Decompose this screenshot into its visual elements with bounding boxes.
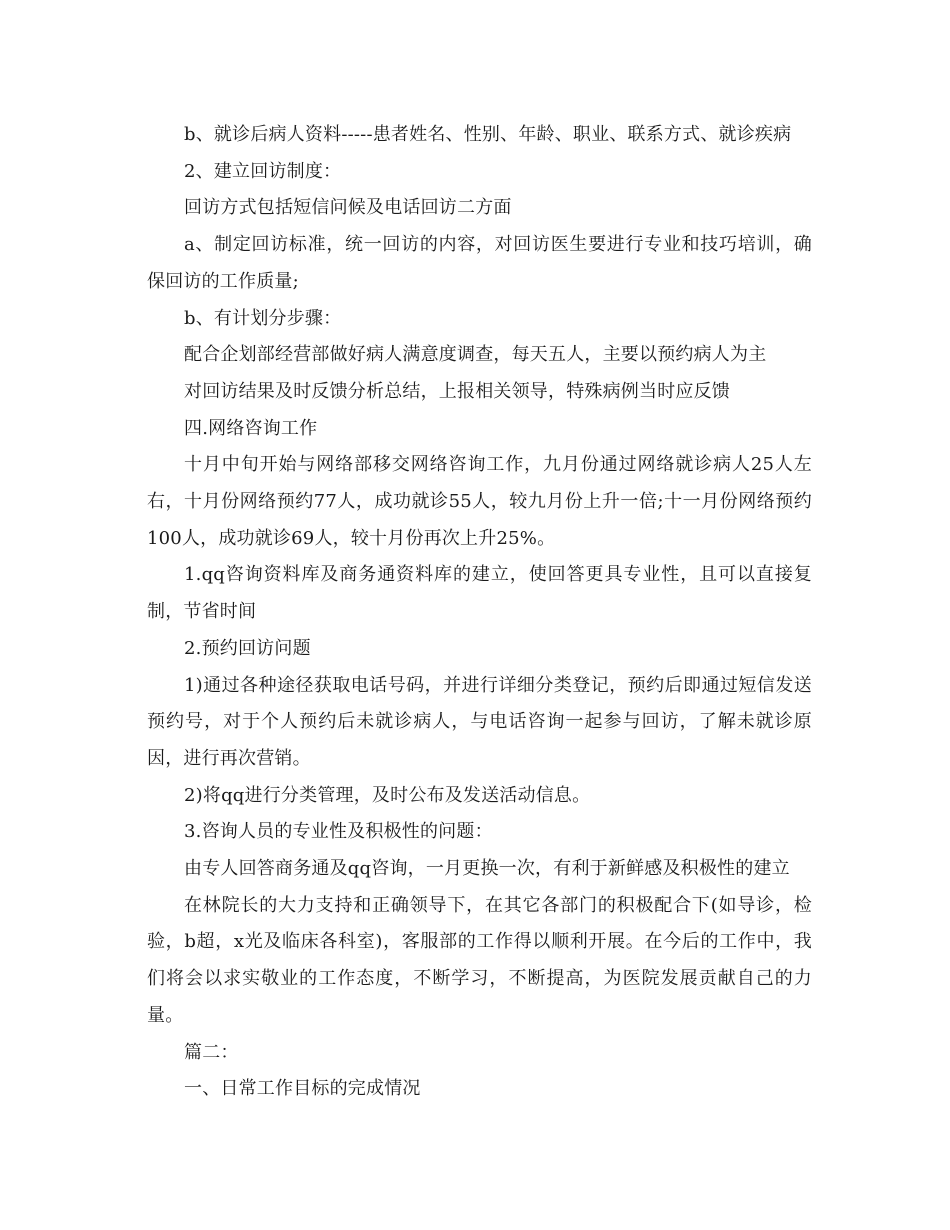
paragraph: 2.预约回访问题 [184, 637, 311, 659]
paragraph: 在林院长的大力支持和正确领导下，在其它各部门的积极配合下(如导诊，检验，b超，x光及临床各科室)，客服部的工作得以顺利开展。在今后的工作中，我们将会以求实敬业的工作态度，不断学习，不断提高，为医院发展贡献自己的力量。 [147, 894, 812, 1026]
paragraph: 3.咨询人员的专业性及积极性的问题： [184, 821, 493, 843]
paragraph: b、就诊后病人资料-----患者姓名、性别、年龄、职业、联系方式、就诊疾病 [184, 124, 792, 145]
document-body [147, 117, 812, 1108]
paragraph: 对回访结果及时反馈分析总结，上报相关领导，特殊病例当时应反馈 [184, 380, 730, 402]
paragraph: 回访方式包括短信问候及电话回访二方面 [184, 197, 512, 219]
section-heading: 四.网络咨询工作 [184, 417, 318, 439]
paragraph: 十月中旬开始与网络部移交网络咨询工作，九月份通过网络就诊病人25人左右，十月份网络预约77人，成功就诊55人，较九月份上升一倍;十一月份网络预约100人，成功就诊69人，较十月份再次上升25%。 [147, 454, 812, 549]
paragraph: 由专人回答商务通及qq咨询，一月更换一次，有利于新鲜感及积极性的建立 [184, 858, 790, 880]
paragraph: b、有计划分步骤： [184, 307, 342, 329]
paragraph: a、制定回访标准，统一回访的内容，对回访医生要进行专业和技巧培训，确保回访的工作质量; [147, 234, 812, 292]
paragraph: 2)将qq进行分类管理，及时公布及发送活动信息。 [184, 784, 591, 806]
paragraph: 配合企划部经营部做好病人满意度调查，每天五人，主要以预约病人为主 [184, 344, 767, 366]
section-heading: 一、日常工作目标的完成情况 [184, 1078, 421, 1100]
paragraph: 2、建立回访制度： [184, 160, 342, 182]
paragraph: 1)通过各种途径获取电话号码，并进行详细分类登记，预约后即通过短信发送预约号，对于个人预约后未就诊病人，与电话咨询一起参与回访，了解未就诊原因，进行再次营销。 [147, 674, 812, 769]
paragraph: 1.qq咨询资料库及商务通资料库的建立，使回答更具专业性，且可以直接复制，节省时间 [147, 564, 812, 623]
section-heading: 篇二： [184, 1041, 239, 1063]
